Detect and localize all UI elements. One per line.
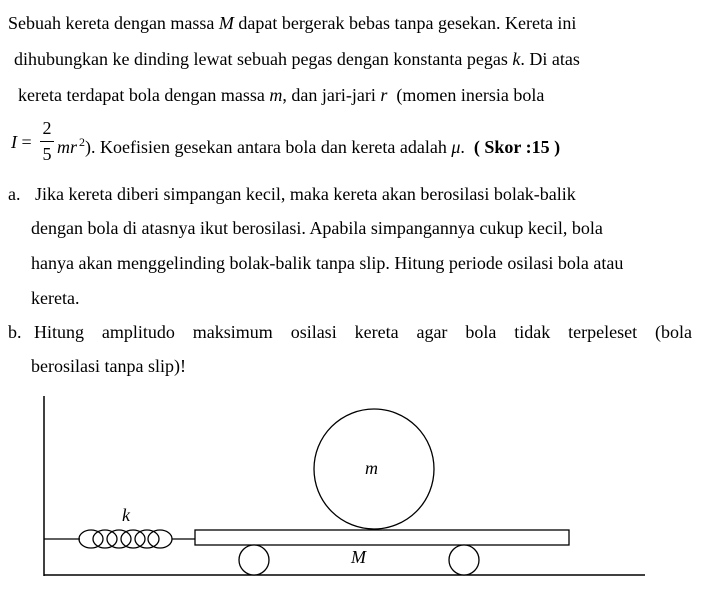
radius-symbol: r [380, 85, 388, 105]
inertia-symbol: I [11, 132, 17, 152]
word: terpeleset [568, 322, 638, 342]
text: , dan jari-jari [282, 85, 381, 105]
spring-coil [148, 530, 172, 548]
spring-coil [107, 530, 131, 548]
equals-sign: = [17, 132, 32, 152]
text: ). Koefisien gesekan antara bola dan kereta adalah [85, 137, 452, 157]
part-a-line-3: hanya akan menggelinding bolak-balik tanpa slip. Hitung periode osilasi bola atau [31, 253, 624, 273]
spring-coil [135, 530, 159, 548]
friction-coefficient-symbol: μ [451, 137, 461, 157]
part-a-line-2: dengan bola di atasnya ikut berosilasi. Apabila simpangannya cukup kecil, bola [31, 218, 603, 238]
part-a-line-4: kereta. [31, 288, 80, 308]
word: agar [416, 322, 448, 342]
part-b-label: b. [8, 322, 22, 342]
spring-coil [93, 530, 117, 548]
spring-coil [79, 530, 103, 548]
text: . [460, 137, 474, 157]
part-a-line-1: Jika kereta diberi simpangan kecil, maka kereta akan berosilasi bolak-balik [35, 184, 576, 204]
spring [44, 530, 195, 548]
fraction-numerator: 2 [42, 118, 52, 138]
spring-coil [121, 530, 145, 548]
mr-term: mr [57, 137, 78, 157]
ball-label: m [365, 458, 378, 478]
word: Hitung [34, 322, 85, 342]
exponent: 2 [79, 135, 86, 149]
text: (momen inersia bola [387, 85, 545, 105]
fraction-denominator: 5 [42, 144, 52, 164]
cart-label: M [351, 547, 366, 567]
mass-symbol-m: m [269, 85, 283, 105]
word: (bola [654, 322, 692, 342]
mass-symbol-M: M [218, 13, 234, 33]
right-wheel [449, 545, 479, 575]
text: dihubungkan ke dinding lewat sebuah pegas dengan konstanta pegas [14, 49, 513, 69]
cart-body [195, 530, 569, 545]
word: osilasi [290, 322, 337, 342]
spring-label: k [122, 505, 130, 525]
text: kereta terdapat bola dengan massa [18, 85, 270, 105]
spring-constant-symbol: k [512, 49, 521, 69]
word: tidak [514, 322, 551, 342]
text: Sebuah kereta dengan massa [8, 13, 219, 33]
word: maksimum [192, 322, 273, 342]
text: . Di atas [520, 49, 580, 69]
part-a-label: a. [8, 184, 21, 204]
word: bola [465, 322, 497, 342]
text: dapat bergerak bebas tanpa gesekan. Kereta ini [233, 13, 577, 33]
score-label: ( Skor :15 ) [473, 137, 561, 157]
word: amplitudo [101, 322, 175, 342]
word: kereta [354, 322, 399, 342]
part-b-line-2: berosilasi tanpa slip)! [31, 356, 186, 376]
left-wheel [239, 545, 269, 575]
